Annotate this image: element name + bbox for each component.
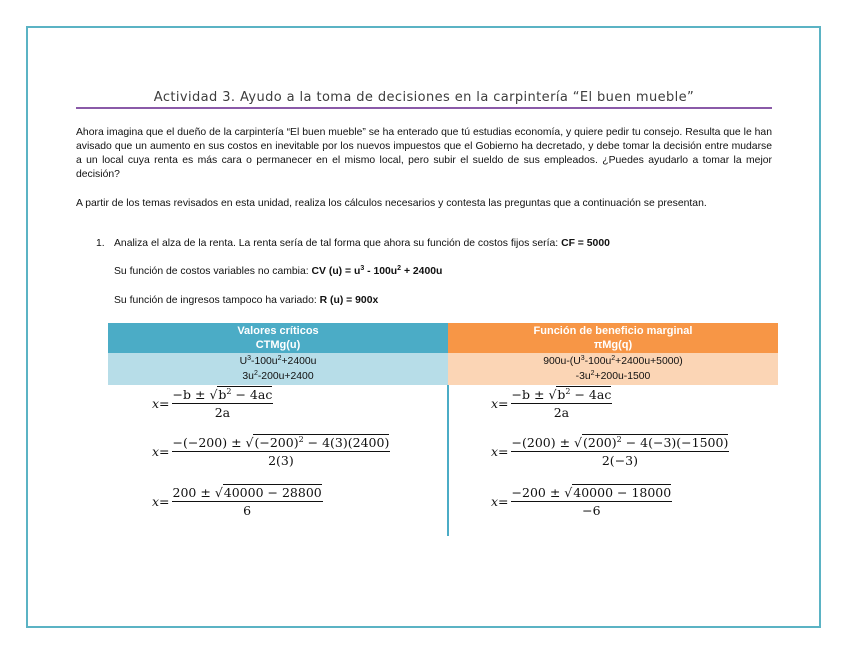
header-critical-values: Valores críticos CTMg(u): [108, 323, 448, 353]
cf-formula: CF = 5000: [561, 238, 610, 249]
item-text: Analiza el alza de la renta. La renta sería de tal forma que ahora su función de costos fijos sería:: [114, 238, 559, 249]
list-number: 1.: [96, 238, 105, 249]
right-quadratic-formula: x= $\frac{-b \pm √b^2 - 4ac}{2a}$: [491, 387, 612, 420]
title-underline: [76, 107, 772, 109]
right-simplified-formula: x= $\frac{-200 \pm √40000 - 18000}{-6}$: [491, 485, 672, 518]
pimg-expressions: $900u-(U^3-100u^2+2400u+5000)$ $-3u^2+200u-1500$: [448, 353, 778, 385]
r-formula: R (u) = 900x: [319, 295, 379, 306]
r-text: Su función de ingresos tampoco ha variado:: [114, 295, 317, 306]
right-substituted-formula: x= $\frac{-(200) \pm √(200)^2 - 4(-3)(-1500)}{2(-3)}$: [491, 435, 729, 468]
column-divider: [447, 385, 449, 536]
cv-text: Su función de costos variables no cambia:: [114, 266, 309, 277]
page-title: Actividad 3. Ayudo a la toma de decisiones en la carpintería “El buen mueble”: [153, 90, 695, 105]
cv-formula: CV $(u) = u^3 - 100u^2 + 2400u$: [311, 265, 443, 277]
left-simplified-formula: x= $\frac{200 \pm √40000 - 28800}{6}$: [152, 485, 322, 518]
left-quadratic-formula: x= $\frac{-b \pm √b^2 - 4ac}{2a}$: [152, 387, 273, 420]
header-marginal-profit: Función de beneficio marginal πMg(q): [448, 323, 778, 353]
left-substituted-formula: x= $\frac{-(-200) \pm √(-200)^2 - 4(3)(2400)}{2(3)}$: [152, 435, 390, 468]
ctmg-expressions: $U^3-100u^2+2400u$ $3u^2-200u+2400$: [108, 353, 448, 385]
list-item-1: [96, 238, 610, 249]
instructions-paragraph: A partir de los temas revisados en esta unidad, realiza los cálculos necesarios y contesta las preguntas que a continuación se presentan.: [76, 198, 707, 209]
cv-line: [114, 266, 442, 277]
r-line: [114, 295, 378, 306]
intro-paragraph: Ahora imagina que el dueño de la carpintería “El buen mueble” se ha enterado que tú estudias economía, y quiere pedir tu consejo. Resulta que le han avisado que un aumento en sus costos en inevitable por los nuevos impuestos que el Gobierno ha decretado, y debe tomar la decisión entre mudarse a un local cuya renta es más cara o permanecer en el mismo local, pero subir el sueldo de sus empleados. ¿Puedes ayudarlo a tomar la mejor decisión?: [76, 127, 772, 180]
